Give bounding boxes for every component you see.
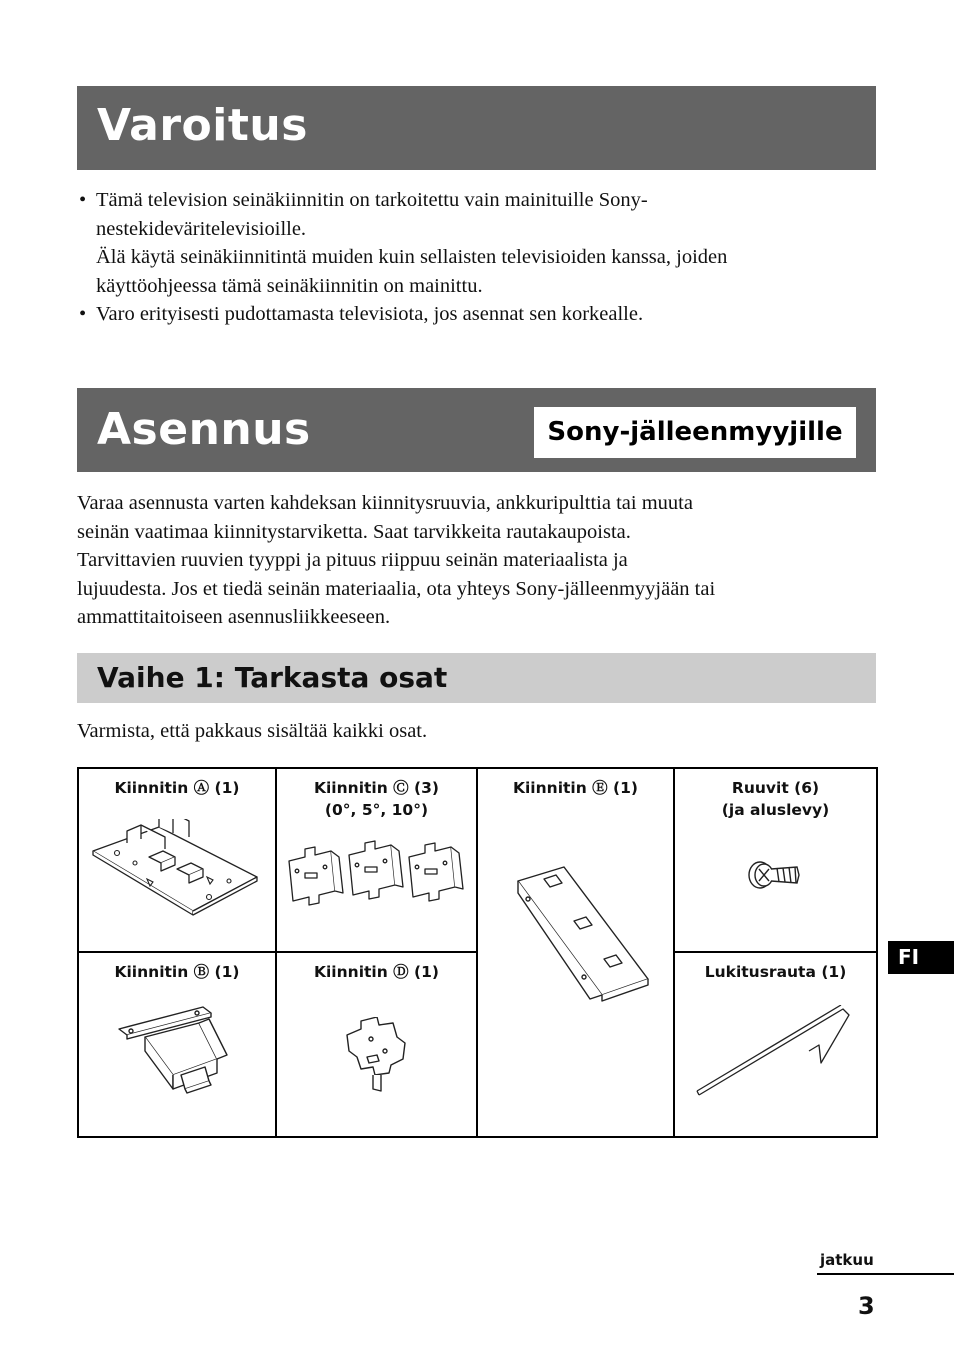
bracket-e-illustration [508, 859, 658, 1009]
part-label-screws [675, 777, 876, 821]
part-cell-bracket-b [79, 953, 275, 1136]
warning-bullet-2 [77, 300, 877, 329]
step1-title: Vaihe 1: Tarkasta osat [97, 661, 448, 694]
warning-bullet-2-line-1: • Varo erityisesti pudottamasta televisiota, jos asennat sen korkealle. [96, 303, 644, 326]
intro-line-3: Tarvittavien ruuvien tyyppi ja pituus riippuu seinän materiaalista ja [77, 549, 628, 572]
part-cell-bracket-d [277, 953, 476, 1136]
part-cell-bracket-a [79, 769, 275, 951]
part-cell-bracket-e [478, 769, 673, 1136]
part-label-bracket-c-line-2: (0°, 5°, 10°) [324, 801, 429, 819]
intro-line-5: ammattitaitoiseen asennusliikkeeseen. [77, 606, 391, 629]
warning-bullet-1-line-4: käyttöohjeessa tämä seinäkiinnitin on mainittu. [96, 274, 483, 297]
bracket-d-illustration [343, 1017, 413, 1093]
part-cell-bracket-c [277, 769, 476, 951]
part-label-bracket-c [277, 777, 476, 821]
part-label-bracket-e-text: Kiinnitin Ⓔ (1) [512, 779, 639, 797]
bracket-a-illustration [89, 819, 264, 919]
step1-header-bar [77, 653, 876, 703]
part-cell-lock-rod [675, 953, 876, 1136]
part-label-bracket-a-text: Kiinnitin Ⓐ (1) [114, 779, 240, 797]
screw-icon [747, 853, 803, 897]
warning-bullet-1 [77, 186, 877, 300]
bracket-c-illustration [285, 839, 471, 909]
part-label-screws-line-1: Ruuvit (6) [731, 779, 820, 797]
intro-line-1: Varaa asennusta varten kahdeksan kiinnitysruuvia, ankkuripulttia tai muuta [77, 492, 693, 514]
part-label-bracket-d [277, 961, 476, 983]
warning-bullet-1-line-1: • Tämä television seinäkiinnitin on tarkoitettu vain mainituille Sony- [96, 189, 648, 211]
install-intro [77, 489, 877, 632]
part-label-lock-rod-text: Lukitusrauta (1) [704, 963, 847, 981]
page-number: 3 [858, 1292, 875, 1320]
part-label-screws-line-2: (ja aluslevy) [721, 801, 830, 819]
install-title: Asennus [97, 404, 311, 455]
part-label-lock-rod [675, 961, 876, 983]
parts-table [77, 767, 878, 1138]
part-cell-screws [675, 769, 876, 951]
part-label-bracket-e [478, 777, 673, 799]
warning-bullet-1-line-3: Älä käytä seinäkiinnitintä muiden kuin sellaisten televisioiden kanssa, joiden [96, 246, 728, 269]
part-label-bracket-d-text: Kiinnitin Ⓓ (1) [313, 963, 440, 981]
part-label-bracket-b-text: Kiinnitin Ⓑ (1) [114, 963, 240, 981]
intro-line-4: lujuudesta. Jos et tiedä seinän materiaalia, ota yhteys Sony-jälleenmyyjään tai [77, 577, 716, 600]
continued-rule [817, 1273, 954, 1275]
language-tab: FI [888, 941, 954, 974]
part-label-bracket-a [79, 777, 275, 799]
continued-label: jatkuu [820, 1251, 874, 1269]
warning-title: Varoitus [97, 100, 308, 151]
warning-bullet-list [77, 186, 877, 329]
warning-bullet-1-line-2: nestekideväritelevisioille. [96, 217, 307, 240]
part-label-bracket-c-line-1: Kiinnitin Ⓒ (3) [313, 779, 440, 797]
dealer-tag: Sony-jälleenmyyjille [534, 407, 856, 458]
step1-check-text: Varmista, että pakkaus sisältää kaikki osat. [77, 720, 428, 742]
intro-line-2: seinän vaatimaa kiinnitystarviketta. Saat tarvikkeita rautakaupoista. [77, 520, 631, 543]
install-header-bar [77, 388, 876, 472]
part-label-bracket-b [79, 961, 275, 983]
warning-header-bar [77, 86, 876, 170]
bracket-b-illustration [115, 1003, 245, 1103]
lock-rod-illustration [695, 1005, 855, 1105]
